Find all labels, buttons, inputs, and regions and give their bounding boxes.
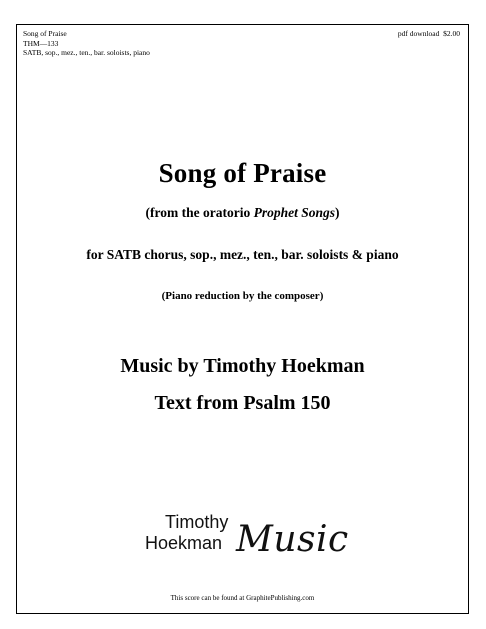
header-voicing: SATB, sop., mez., ten., bar. soloists, piano	[23, 48, 150, 57]
reduction-note: (Piano reduction by the composer)	[161, 290, 324, 302]
subtitle	[16, 205, 469, 221]
header-title: Song of Praise	[23, 29, 67, 38]
publisher-logo	[145, 512, 349, 572]
logo-first-name: Timothy	[165, 512, 229, 532]
subtitle-suffix: )	[335, 205, 340, 220]
page-title: Song of Praise	[158, 158, 327, 188]
logo-music-word: Music	[236, 519, 349, 560]
header-catalog-number: THM—133	[23, 38, 59, 48]
oratorio-name: Prophet Songs	[253, 205, 335, 220]
text-credit: Text from Psalm 150	[154, 392, 331, 414]
composer-credit: Music by Timothy Hoekman	[120, 355, 365, 377]
footer-note: This score can be found at GraphitePublishing.com	[170, 594, 315, 602]
header-meta-left	[23, 29, 150, 58]
logo-last-name: Hoekman	[145, 533, 223, 553]
instrumentation: for SATB chorus, sop., mez., ten., bar. soloists & piano	[86, 247, 399, 262]
header-price: pdf download $2.00	[397, 29, 460, 38]
subtitle-prefix: (from the oratorio	[145, 205, 254, 220]
